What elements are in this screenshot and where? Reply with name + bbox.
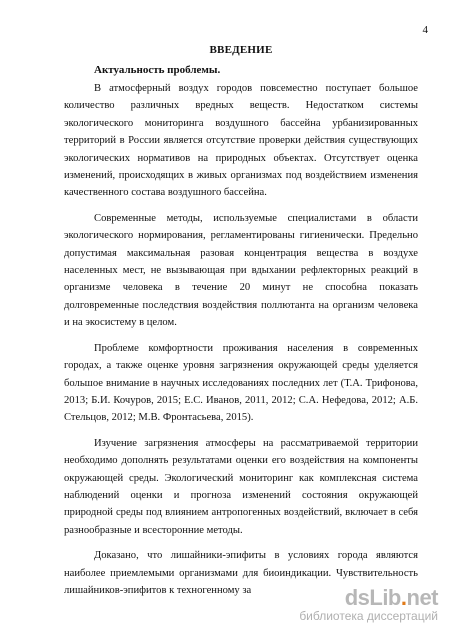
paragraph-4: Изучение загрязнения атмосферы на рассматриваемой территории необходимо дополнять результатами оценки его воздействия на компоненты окружающей среды. Экологический мониторинг как комплексная система наблюдений оценки и прогноза изменений состояния окружающей природной среды под влиянием антропогенных воздействий, включает в себя разнообразные и всесторонние методы.: [64, 437, 418, 536]
paragraph-1: В атмосферный воздух городов повсеместно поступает большое количество различных вредных веществ. Недостатком системы экологического мониторинга воздушного бассейна урбанизированных территорий в России является отсутствие проверки действия существующих экологических нормативов на природных объектах. Отсутствует оценка изменений, происходящих в живых организмах под воздействием изменения качественного состава воздушного бассейна.: [64, 83, 418, 199]
page-title: ВВЕДЕНИЕ: [209, 44, 273, 56]
watermark-logo-main: dsLib: [344, 585, 401, 610]
document-body: [64, 44, 418, 607]
watermark-logo: [290, 587, 438, 609]
watermark: [290, 587, 438, 627]
watermark-logo-dot: .: [400, 585, 407, 610]
paragraph-2: Современные методы, используемые специалистами в области экологического нормирования, регламентированы гигиенически. Предельно допустимая максимальная разовая концентрация вещества в воздухе населенных мест, не вызывающая при вдыхании рефлекторных реакций в организме человека в течение 20 минут не способна показать долговременные последствия воздействия поллютанта на организм человека и на экосистему в целом.: [64, 212, 418, 329]
page-number: 4: [422, 24, 428, 36]
section-subheading: Актуальность проблемы.: [94, 64, 221, 76]
watermark-logo-tld: net: [406, 585, 438, 610]
paragraph-5: Доказано, что лишайники-эпифиты в условиях города являются наиболее приемлемыми организмами для биоиндикации. Чувствительность лишайников-эпифитов к техногенному за: [64, 550, 418, 596]
watermark-caption: библиотека диссертаций: [299, 609, 438, 623]
paragraph-3: Проблеме комфортности проживания населения в современных городах, а также оценке уровня загрязнения окружающей среды уделяется большое внимание в научных исследованиях последних лет (Т.А. Трифонова, 2013; Б.И. Кочуров, 2015; Е.С. Иванов, 2011, 2012; С.А. Нефедова, 2012; А.Б. Стельцов, 2012; М.В. Фронтасьева, 2015).: [64, 342, 418, 424]
